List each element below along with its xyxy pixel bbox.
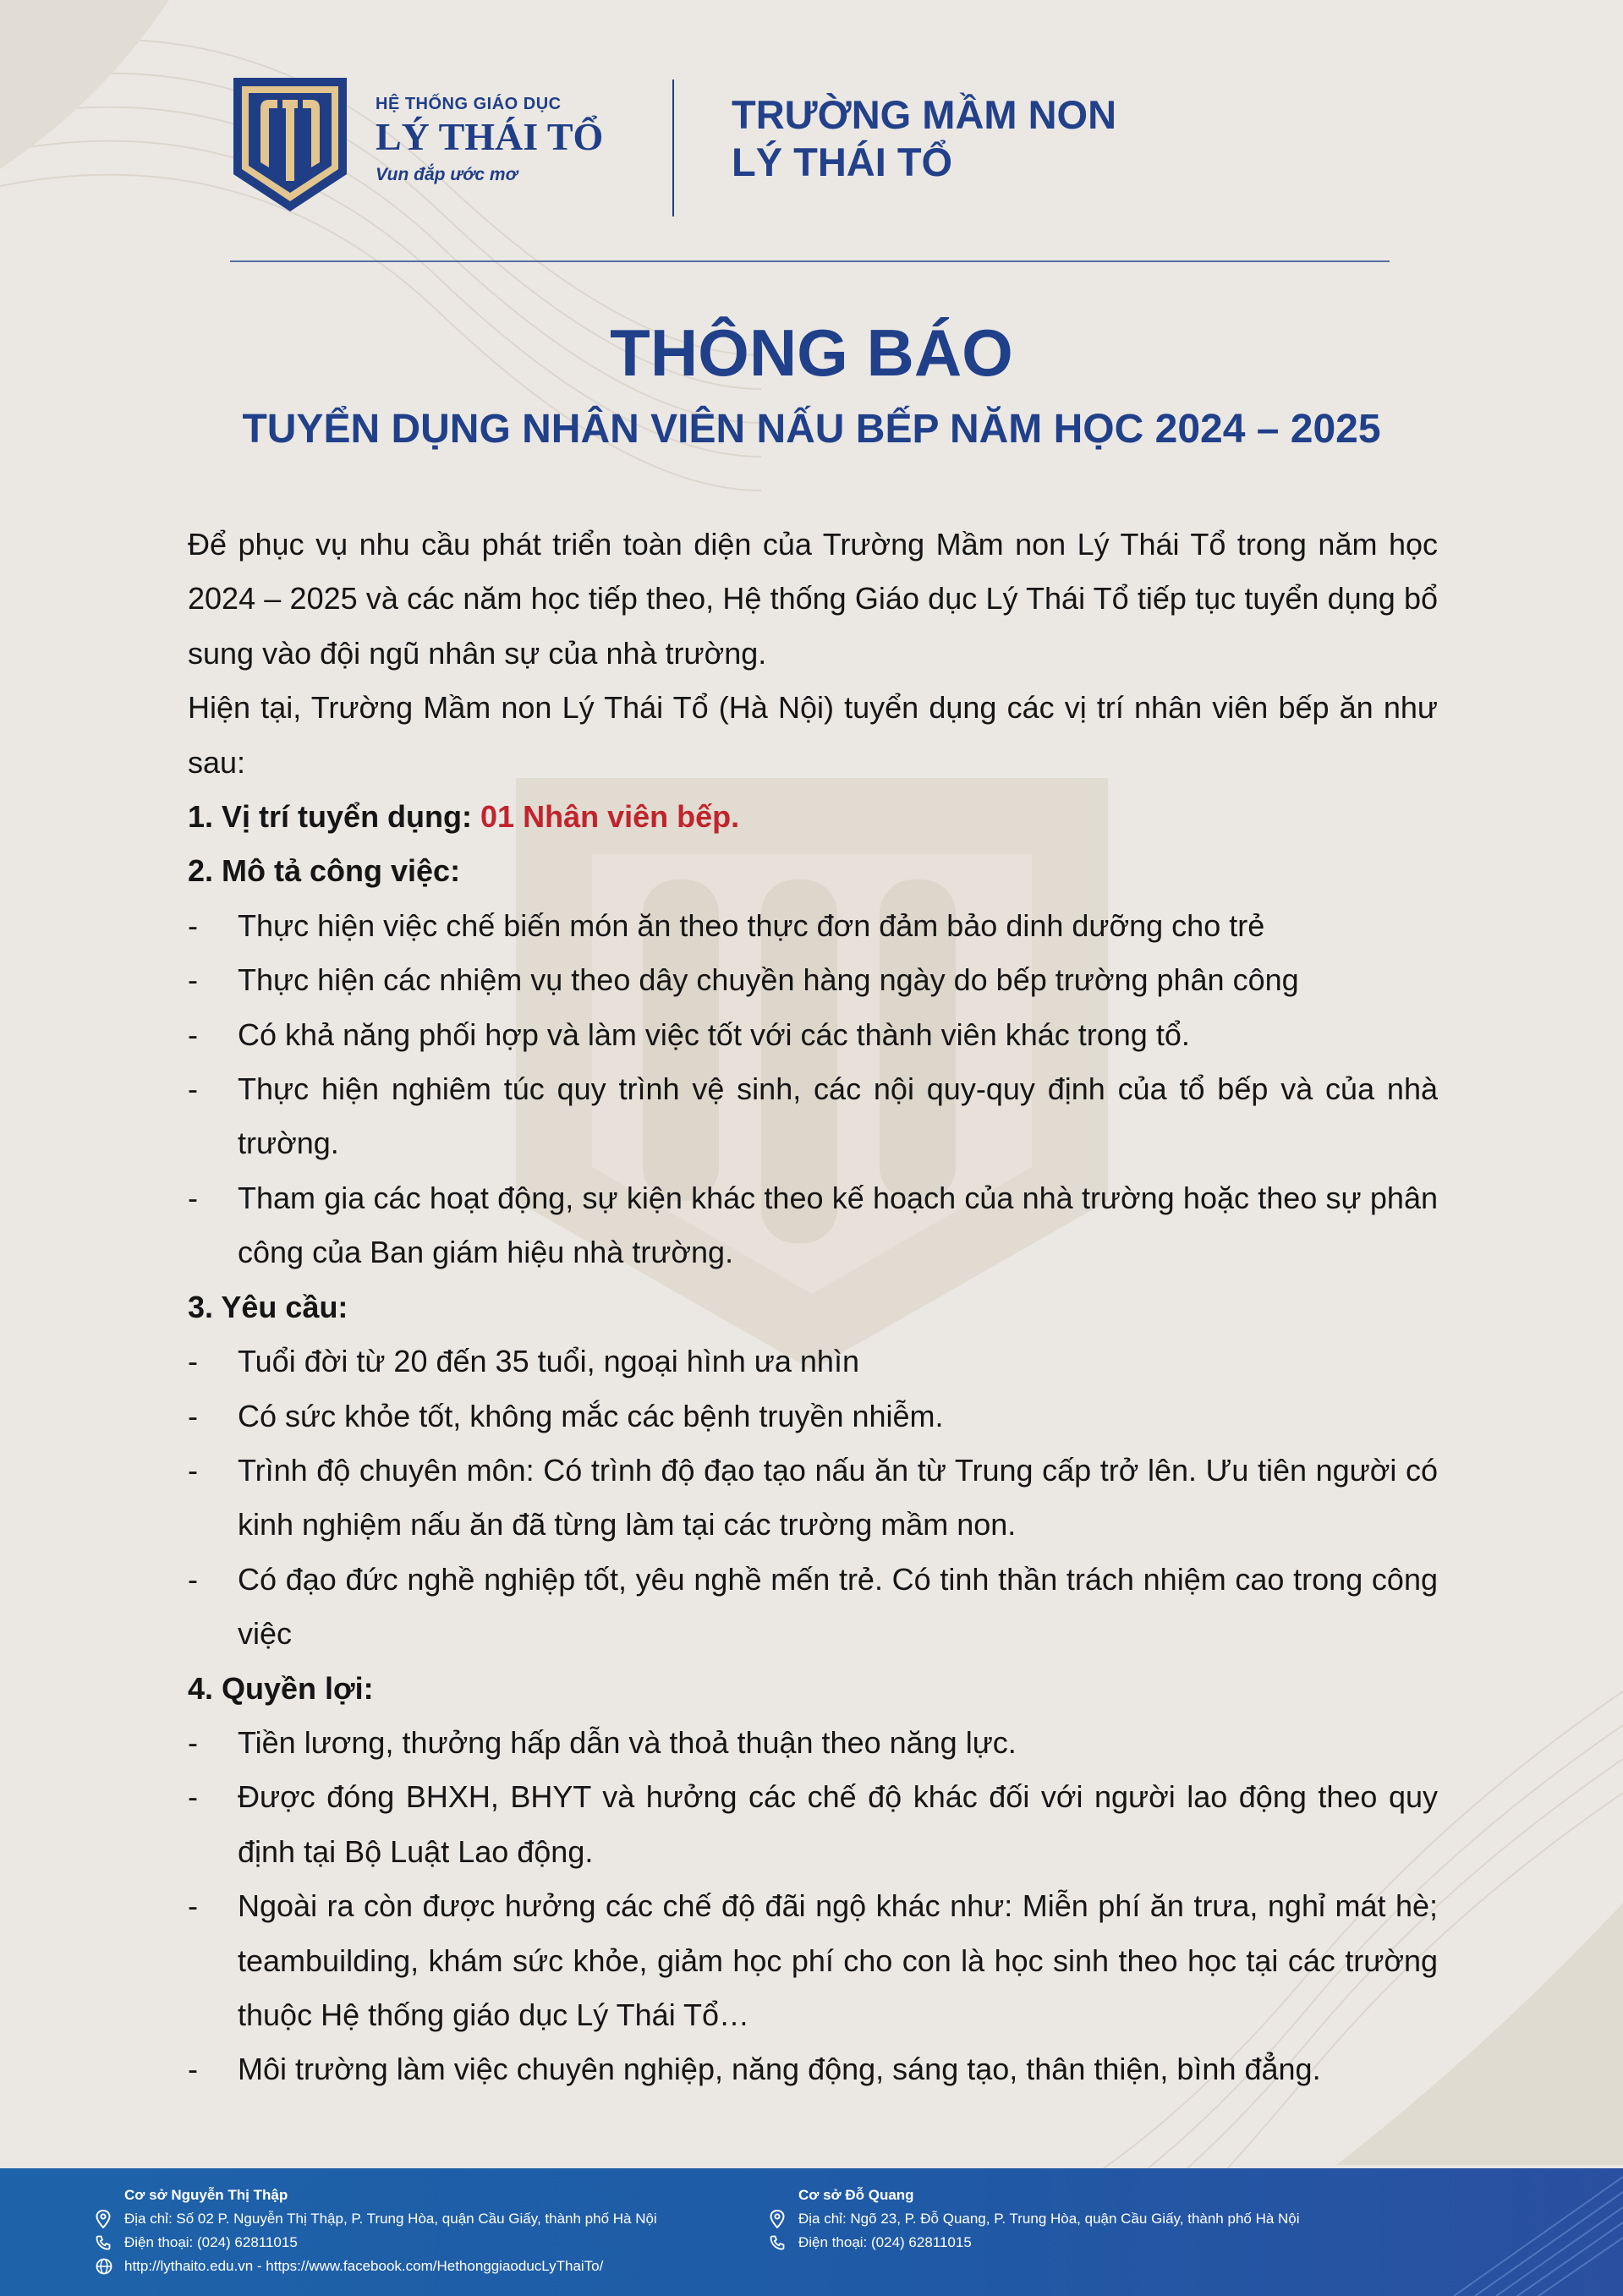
- notice-subtitle: TUYỂN DỤNG NHÂN VIÊN NẤU BẾP NĂM HỌC 2024 – 2025: [242, 407, 1381, 452]
- section-heading-requirements: 3. Yêu cầu:: [188, 1289, 348, 1324]
- system-label: HỆ THỐNG GIÁO DỤC: [376, 95, 562, 113]
- intro-paragraph-1: Để phục vụ nhu cầu phát triển toàn diện của Trường Mầm non Lý Thái Tổ trong năm học 2024 – 2025 và các năm học tiếp theo, Hệ thống Giáo dục Lý Thái Tổ tiếp tục tuyển dụng bổ sung vào đội ngũ nhân sự của nhà trường.: [188, 527, 1438, 671]
- position-line: [188, 790, 1438, 844]
- bullet-dash: -: [188, 1071, 198, 1107]
- bullet-dash: -: [188, 1344, 198, 1379]
- list-item: [188, 1389, 1438, 1444]
- list-item: [188, 1334, 1438, 1389]
- brand-block: [376, 95, 603, 185]
- section-heading-benefits: 4. Quyền lợi:: [188, 1670, 374, 1706]
- location-pin-icon: [770, 2210, 798, 2228]
- list-item-text: Tuổi đời từ 20 đến 35 tuổi, ngoại hình ưa nhìn: [238, 1344, 859, 1379]
- header-rule: [230, 260, 1390, 262]
- campus-1-phone: Điện thoại: (024) 62811015: [124, 2234, 298, 2250]
- list-item: [188, 1553, 1438, 1662]
- list-item: [188, 1444, 1438, 1553]
- notice-title: THÔNG BÁO: [610, 315, 1013, 390]
- list-item: [188, 1770, 1438, 1879]
- campus-2-address: Địa chỉ: Ngõ 23, P. Đỗ Quang, P. Trung Hòa, quận Cầu Giấy, thành phố Hà Nội: [798, 2211, 1300, 2227]
- contact-footer: [0, 2168, 1623, 2296]
- website-links[interactable]: http://lythaito.edu.vn - https://www.facebook.com/HethonggiaoducLyThaiTo/: [124, 2258, 604, 2274]
- school-name: [732, 91, 1116, 186]
- globe-icon: [96, 2258, 124, 2275]
- list-item: [188, 953, 1438, 1007]
- list-item: [188, 899, 1438, 953]
- campus-2-title: Cơ sở Đỗ Quang: [798, 2187, 914, 2203]
- bullet-dash: -: [188, 1779, 198, 1815]
- list-item-text: Trình độ chuyên môn: Có trình độ đạo tạo nấu ăn từ Trung cấp trở lên. Ưu tiên người có kinh nghiệm nấu ăn đã từng làm tại các trường mầm non.: [238, 1452, 1438, 1543]
- list-item-text: Thực hiện các nhiệm vụ theo dây chuyền hàng ngày do bếp trường phân công: [238, 962, 1299, 998]
- list-item: [188, 1008, 1438, 1062]
- list-item: [188, 1171, 1438, 1280]
- school-shield-logo: [230, 74, 350, 215]
- list-item: [188, 2042, 1438, 2096]
- list-item-text: Tham gia các hoạt động, sự kiện khác theo kế hoạch của nhà trường hoặc theo sự phân công của Ban giám hiệu nhà trường.: [238, 1180, 1438, 1270]
- list-item-text: Tiền lương, thưởng hấp dẫn và thoả thuận theo năng lực.: [238, 1724, 1017, 1760]
- list-item-text: Được đóng BHXH, BHYT và hưởng các chế độ khác đối với người lao động theo quy định tại Bộ Luật Lao động.: [238, 1779, 1438, 1869]
- bullet-dash: -: [188, 962, 198, 998]
- bullet-dash: -: [188, 1724, 198, 1760]
- position-label: 1. Vị trí tuyển dụng:: [188, 799, 473, 835]
- header-divider: [672, 79, 674, 216]
- bullet-dash: -: [188, 2052, 198, 2087]
- phone-icon: [770, 2235, 798, 2250]
- list-item: [188, 1716, 1438, 1770]
- school-name-line1: TRƯỜNG MẦM NON: [732, 92, 1117, 137]
- notice-body: [188, 518, 1438, 2097]
- list-item: [188, 1879, 1438, 2042]
- bullet-dash: -: [188, 1180, 198, 1215]
- list-item-text: Có sức khỏe tốt, không mắc các bệnh truyền nhiễm.: [238, 1398, 944, 1433]
- phone-icon: [96, 2235, 124, 2250]
- section-heading-description: 2. Mô tả công việc:: [188, 853, 461, 889]
- bullet-dash: -: [188, 1016, 198, 1052]
- bullet-dash: -: [188, 1398, 198, 1433]
- bullet-dash: -: [188, 1452, 198, 1488]
- list-item-text: Ngoài ra còn được hưởng các chế độ đãi ngộ khác như: Miễn phí ăn trưa, nghỉ mát hè; teambuilding, khám sức khỏe, giảm học phí cho con là học sinh theo học tại các trường thuộc Hệ thống giáo dục Lý Thái Tổ…: [238, 1888, 1438, 2032]
- position-value: 01 Nhân viên bếp.: [480, 799, 740, 835]
- footer-stripes-decoration: [1403, 2168, 1623, 2296]
- location-pin-icon: [96, 2210, 124, 2228]
- brand-name: LÝ THÁI TỔ: [376, 115, 604, 158]
- list-item-text: Thực hiện nghiêm túc quy trình vệ sinh, các nội quy-quy định của tổ bếp và của nhà trường.: [238, 1071, 1438, 1161]
- bullet-dash: -: [188, 1561, 198, 1597]
- footer-campus-2: [770, 2184, 1446, 2255]
- campus-1-title: Cơ sở Nguyễn Thị Thập: [124, 2187, 288, 2203]
- intro-paragraph-2: Hiện tại, Trường Mầm non Lý Thái Tổ (Hà Nội) tuyển dụng các vị trí nhân viên bếp ăn như sau:: [188, 690, 1438, 780]
- school-name-line2: LÝ THÁI TỔ: [732, 140, 953, 184]
- campus-2-phone: Điện thoại: (024) 62811015: [798, 2234, 972, 2250]
- footer-campus-1: [96, 2184, 772, 2278]
- brand-slogan: Vun đắp ước mơ: [376, 165, 518, 184]
- list-item-text: Môi trường làm việc chuyên nghiệp, năng động, sáng tạo, thân thiện, bình đẳng.: [238, 2052, 1321, 2087]
- bullet-dash: -: [188, 907, 198, 943]
- campus-1-address: Địa chỉ: Số 02 P. Nguyễn Thị Thập, P. Trung Hòa, quận Cầu Giấy, thành phố Hà Nội: [124, 2211, 657, 2227]
- list-item-text: Có đạo đức nghề nghiệp tốt, yêu nghề mến trẻ. Có tinh thần trách nhiệm cao trong công việc: [238, 1561, 1438, 1652]
- list-item: [188, 1062, 1438, 1171]
- list-item-text: Có khả năng phối hợp và làm việc tốt với các thành viên khác trong tổ.: [238, 1016, 1190, 1052]
- bullet-dash: -: [188, 1888, 198, 1924]
- list-item-text: Thực hiện việc chế biến món ăn theo thực đơn đảm bảo dinh dưỡng cho trẻ: [238, 907, 1265, 943]
